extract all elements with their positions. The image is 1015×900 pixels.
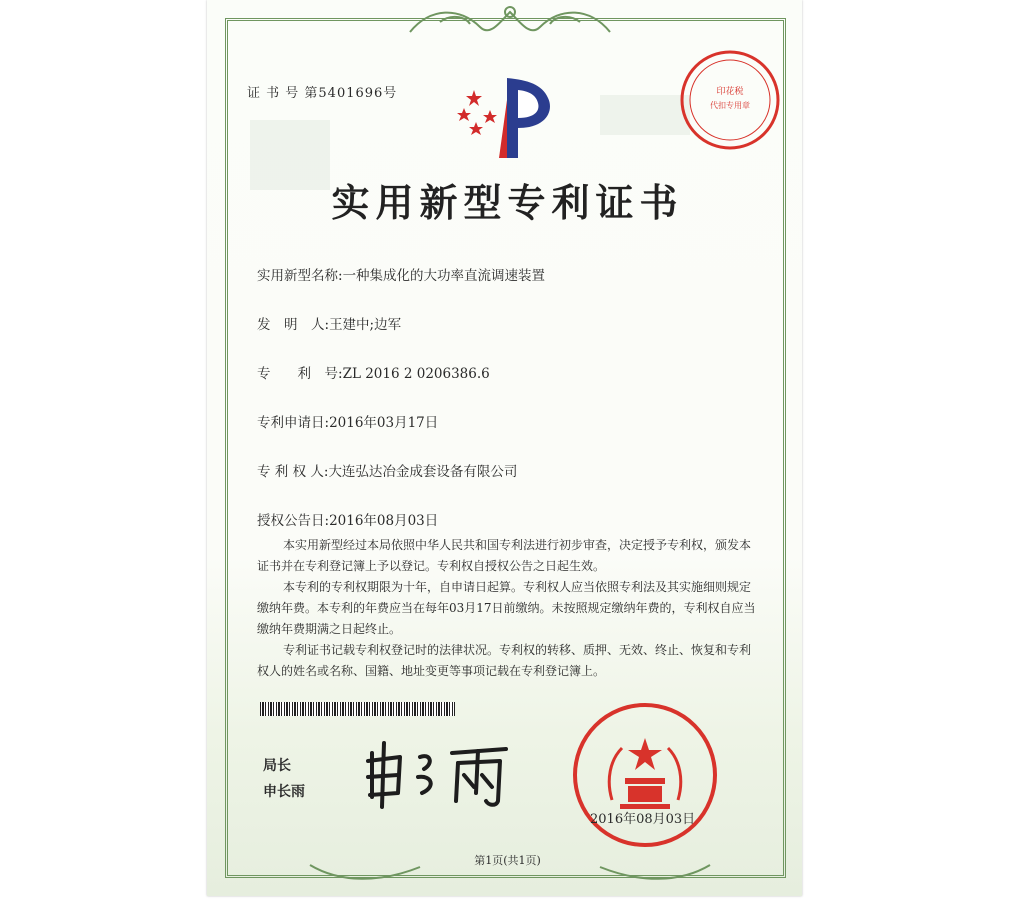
field-value: 王建中;边军 [329,317,402,333]
watermark-patch [600,95,690,135]
signatory-role: 局长 [263,758,291,774]
field-label: 专利申请日: [257,415,330,431]
patent-office-logo [452,70,562,165]
svg-text:印花税: 印花税 [716,87,744,97]
field-inventor [257,313,401,333]
signatory-name: 申长雨 [263,784,305,800]
field-value: 2016年08月03日 [329,513,439,529]
official-seal [570,700,720,850]
field-value: 2016年03月17日 [329,415,439,431]
field-patent-number [257,362,490,382]
page-title: 实用新型专利证书 [331,181,684,225]
body-paragraph: 专利证书记载专利权登记时的法律状况。专利权的转移、质押、无效、终止、恢复和专利权人的姓名或名称、国籍、地址变更等事项记载在专利登记簿上。 [257,643,752,678]
body-paragraph: 本专利的专利权期限为十年，自申请日起算。专利权人应当依照专利法及其实施细则规定缴纳年费。本专利的年费应当在每年03月17日前缴纳。未按照规定缴纳年费的，专利权自应当缴纳年费期满之日起终止。 [257,580,756,636]
field-grant-date [257,509,438,529]
certificate-number: 证 书 号 第5401696号 [247,86,398,101]
field-label: 专 利 号: [257,366,343,382]
body-paragraph: 本实用新型经过本局依照中华人民共和国专利法进行初步审查，决定授予专利权，颁发本证书并在专利登记簿上予以登记。专利权自授权公告之日起生效。 [257,538,752,573]
field-value: 一种集成化的大功率直流调速装置 [342,268,546,284]
field-patentee [257,460,517,480]
field-label: 发 明 人: [257,317,330,333]
certificate-body [257,535,762,682]
barcode [260,702,455,716]
top-ornament [390,2,630,42]
field-application-date [257,411,438,431]
field-label: 授权公告日: [257,513,330,529]
field-utility-model-name [257,264,545,284]
field-label: 专 利 权 人: [257,464,329,480]
field-label: 实用新型名称: [257,268,343,284]
field-value: ZL 2016 2 0206386.6 [342,366,490,382]
handwritten-signature [360,735,520,815]
seal-date: 2016年08月03日 [590,812,696,827]
field-value: 大连弘达冶金成套设备有限公司 [328,464,518,480]
page-number: 第1页(共1页) [474,854,541,867]
svg-text:代扣专用章: 代扣专用章 [710,101,750,110]
tax-seal [678,48,782,152]
